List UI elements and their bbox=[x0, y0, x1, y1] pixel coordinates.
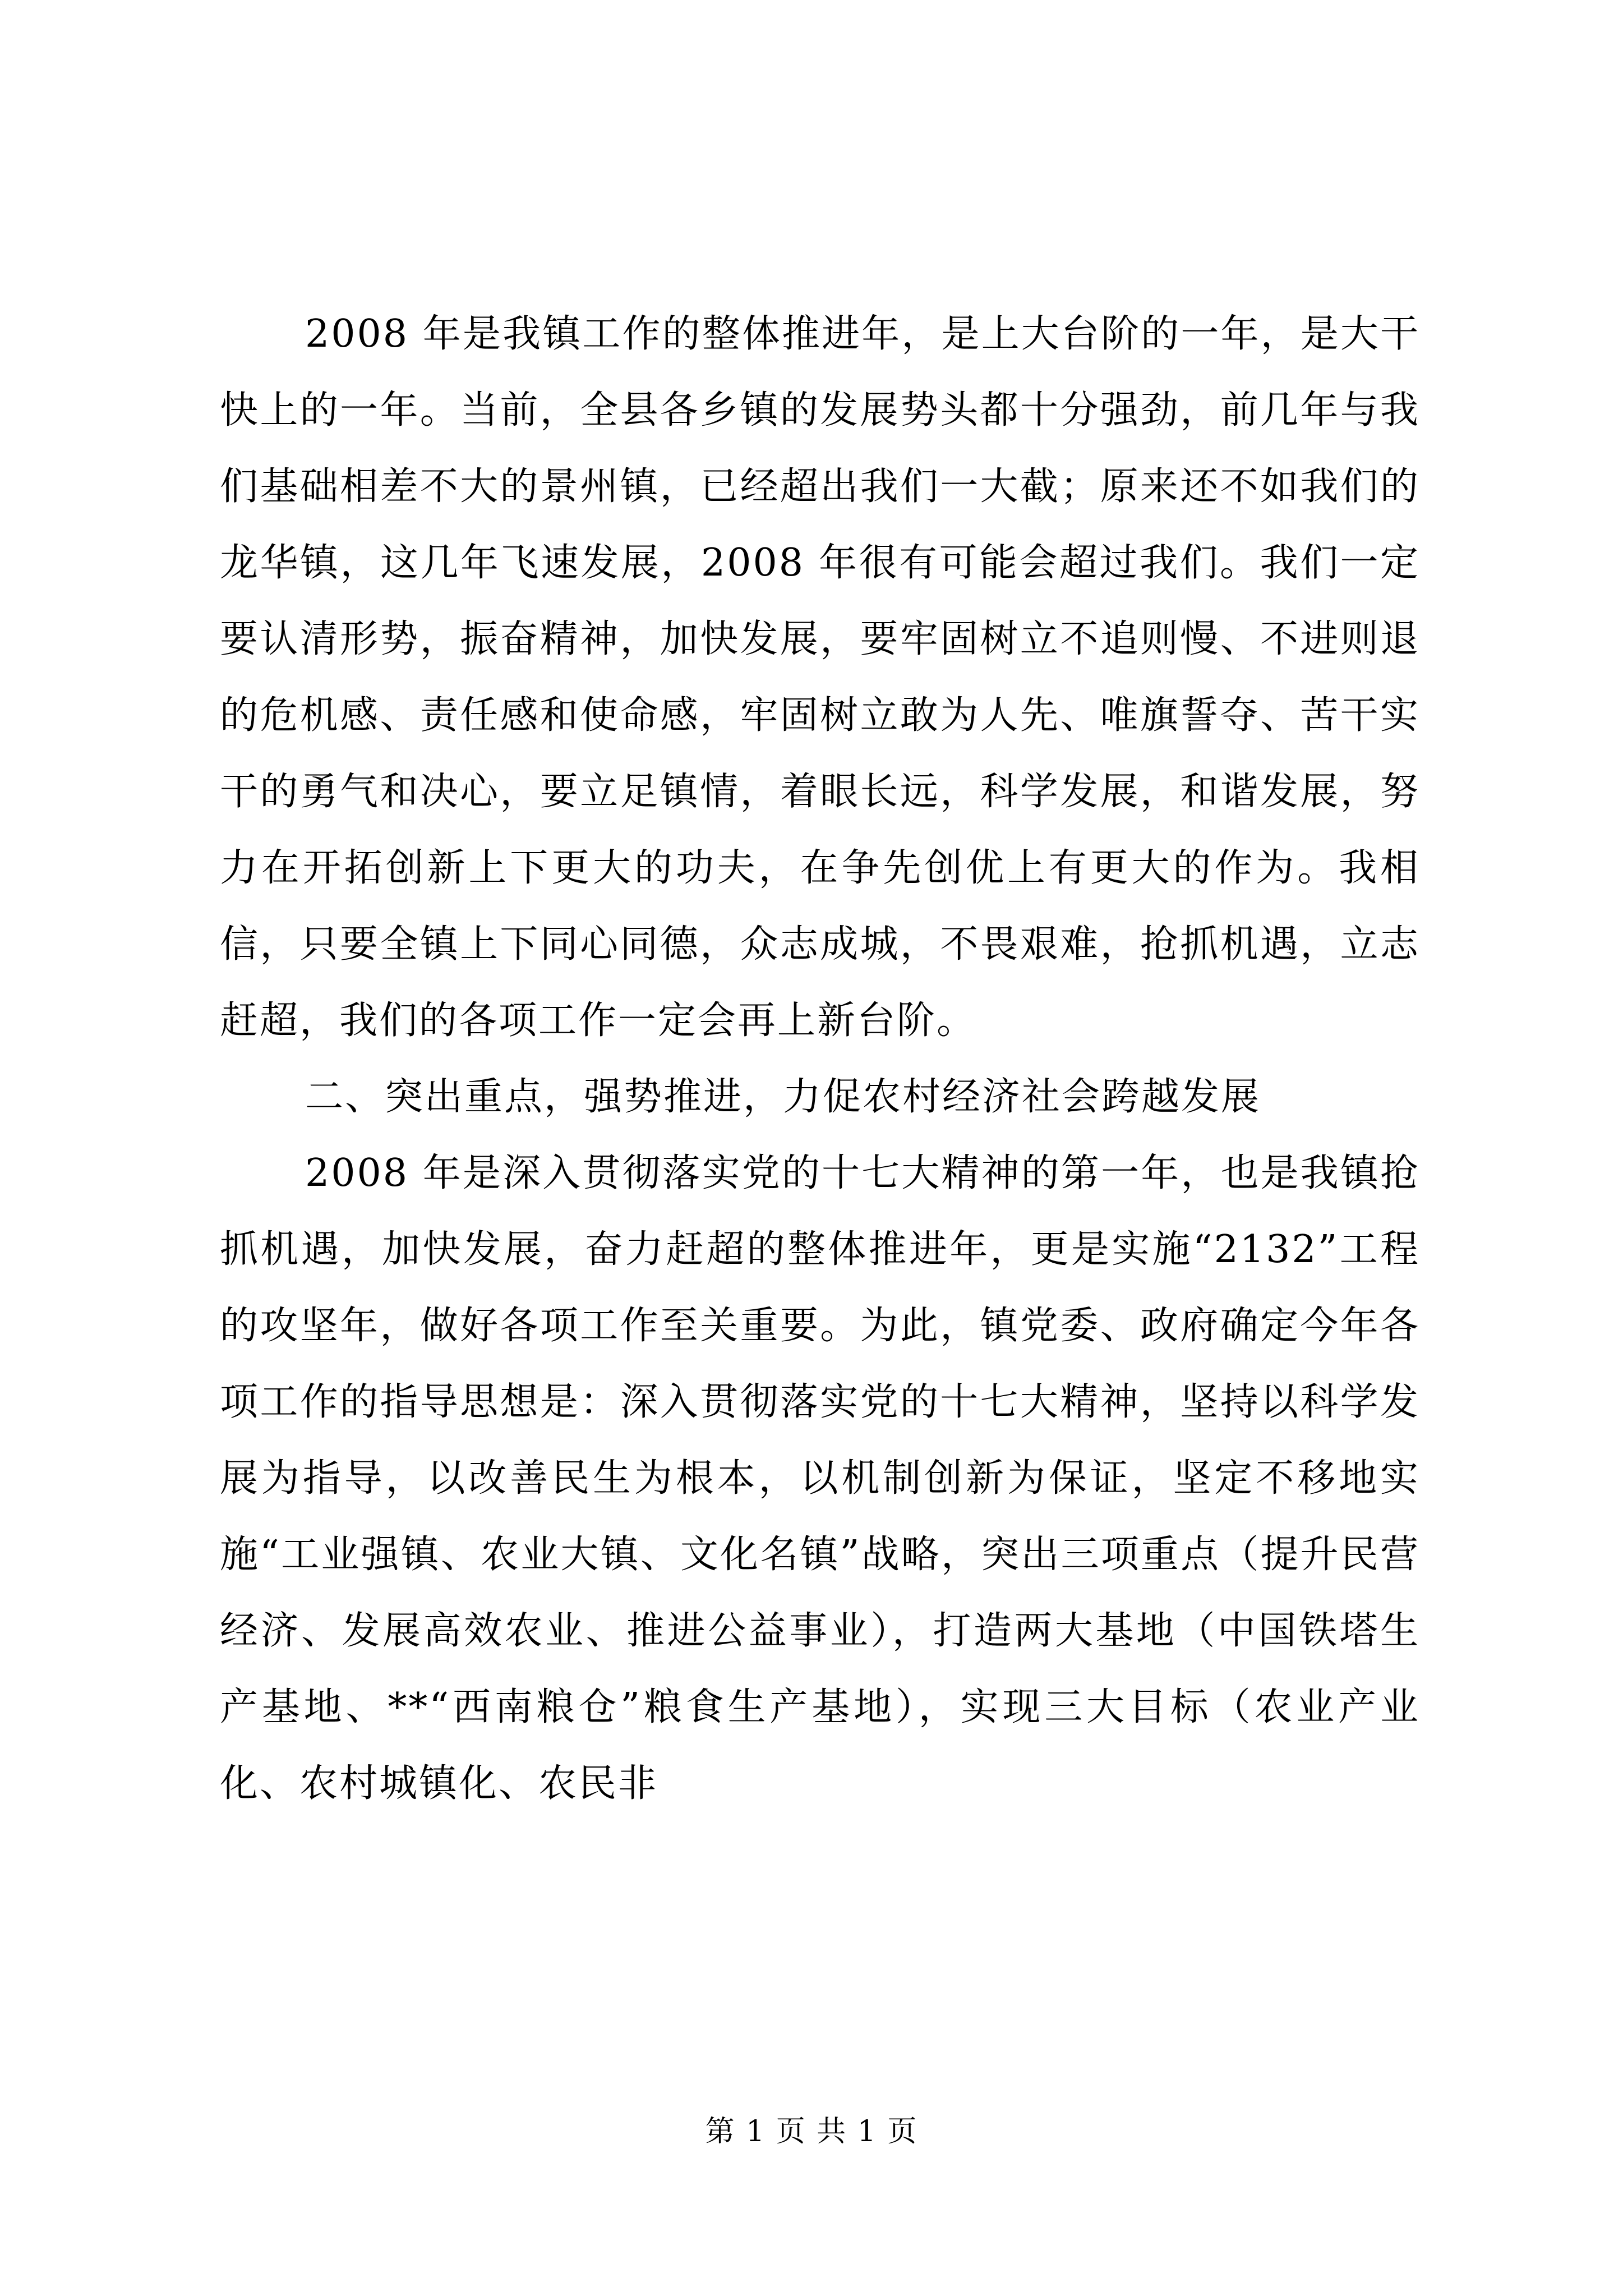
page-footer: 第 1 页 共 1 页 bbox=[705, 2115, 918, 2148]
paragraph-guiding-ideas: 2008 年是深入贯彻落实党的十七大精神的第一年，也是我镇抢抓机遇，加快发展，奋力赶超的整体推进年，更是实施“2132”工程的攻坚年，做好各项工作至关重要。为此，镇党委、政府确定今年各项工作的指导思想是：深入贯彻落实党的十七大精神，坚持以科学发展为指导，以改善民生为根本，以机制创新为保证，坚定不移地实施“工业强镇、农业大镇、文化名镇”战略，突出三项重点（提升民营经济、发展高效农业、推进公益事业），打造两大基地（中国铁塔生产基地、**“西南粮仓”粮食生产基地），实现三大目标（农业产业化、农村城镇化、农民非 bbox=[220, 1151, 1420, 1806]
section-heading: 二、突出重点，强势推进，力促农村经济社会跨越发展 bbox=[305, 1075, 1261, 1119]
document-body bbox=[220, 296, 1420, 1822]
paragraph-intro: 2008 年是我镇工作的整体推进年，是上大台阶的一年，是大干快上的一年。当前，全县各乡镇的发展势头都十分强劲，前几年与我们基础相差不大的景州镇，已经超出我们一大截；原来还不如我们的龙华镇，这几年飞速发展，2008 年很有可能会超过我们。我们一定要认清形势，振奋精神，加快发展，要牢固树立不追则慢、不进则退的危机感、责任感和使命感，牢固树立敢为人先、唯旗誓夺、苦干实干的勇气和决心，要立足镇情，着眼长远，科学发展，和谐发展，努力在开拓创新上下更大的功夫，在争先创优上有更大的作为。我相信，只要全镇上下同心同德，众志成城，不畏艰难，抢抓机遇，立志赶超，我们的各项工作一定会再上新台阶。 bbox=[220, 312, 1420, 1043]
